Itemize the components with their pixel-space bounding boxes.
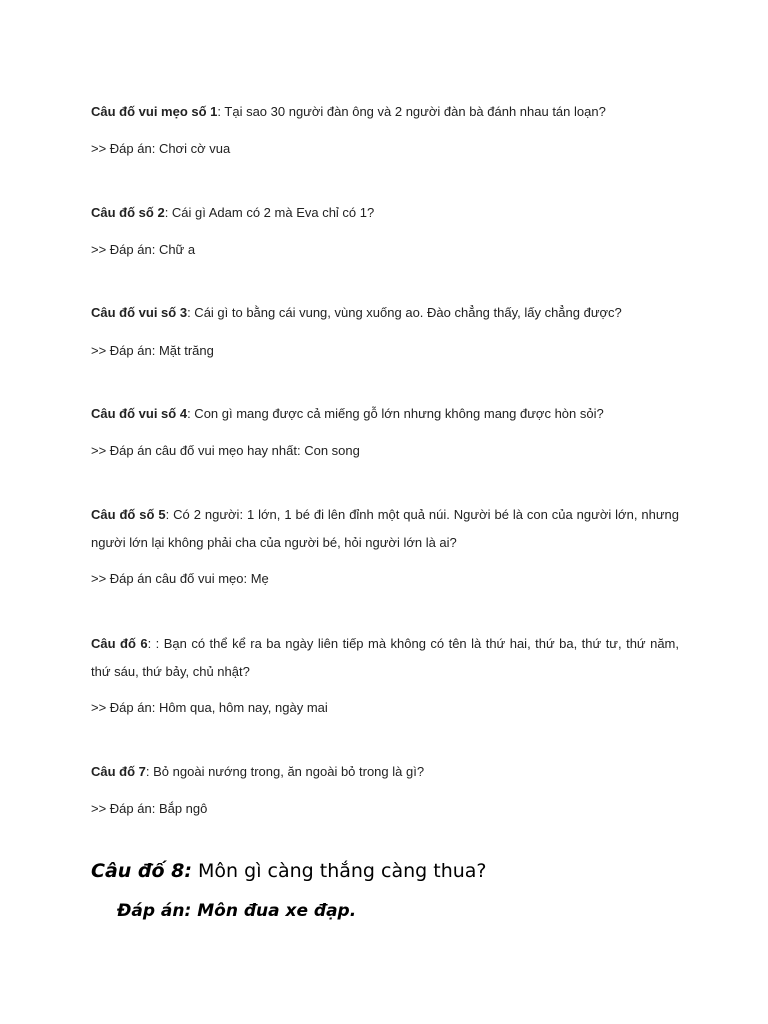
riddle-question-text: : Cái gì to bằng cái vung, vùng xuống ao. Đào chẳng thấy, lấy chẳng được? [187,305,622,320]
riddle-answer: >> Đáp án: Mặt trăng [91,343,214,358]
riddle-6 [91,630,679,715]
riddle-8-question [91,860,487,882]
riddle-question-text: : Cái gì Adam có 2 mà Eva chỉ có 1? [164,205,375,220]
riddle-4 [91,400,679,458]
riddle-question [91,98,679,126]
riddle-question-text: : Bỏ ngoài nướng trong, ăn ngoài bỏ trong là gì? [145,764,425,779]
riddle-label: Câu đố vui số 3 [91,305,188,320]
riddle-question [91,630,679,686]
riddle-1 [91,98,679,156]
riddle-label: Câu đố 7 [91,764,146,779]
riddle-label: Câu đố vui mẹo số 1 [91,104,218,119]
riddle-8-label: Câu đố 8: [91,860,192,882]
riddle-8-answer: Đáp án: Môn đua xe đạp. [117,901,357,921]
riddle-label: Câu đố vui số 4 [91,406,188,421]
riddle-question [91,299,679,327]
riddle-question [91,501,679,557]
riddle-2 [91,199,679,257]
riddle-answer: >> Đáp án: Bắp ngô [91,801,208,816]
riddle-answer: >> Đáp án câu đố vui mẹo hay nhất: Con song [91,443,360,458]
riddle-8-question-text: Môn gì càng thắng càng thua? [192,860,487,882]
riddle-answer: >> Đáp án: Hôm qua, hôm nay, ngày mai [91,700,328,715]
riddle-answer: >> Đáp án: Chữ a [91,242,196,257]
riddle-question-text: : Có 2 người: 1 lớn, 1 bé đi lên đỉnh một quả núi. Người bé là con của người lớn, nhưng người lớn lại không phải cha của người bé, hỏi người lớn là ai? [91,507,679,550]
riddle-question [91,400,679,428]
riddle-question-text: : : Bạn có thể kể ra ba ngày liên tiếp mà không có tên là thứ hai, thứ ba, thứ tư, thứ năm, thứ sáu, thứ bảy, chủ nhật? [91,636,679,679]
riddle-5 [91,501,679,586]
riddle-answer: >> Đáp án: Chơi cờ vua [91,141,231,156]
riddle-question [91,199,679,227]
riddle-7 [91,758,679,816]
riddle-answer: >> Đáp án câu đố vui mẹo: Mẹ [91,571,269,586]
riddle-question-text: : Con gì mang được cả miếng gỗ lớn nhưng không mang được hòn sỏi? [187,406,604,421]
riddle-3 [91,299,679,358]
riddle-label: Câu đố 6 [91,636,148,651]
riddle-label: Câu đố số 2 [91,205,165,220]
riddle-question-text: : Tại sao 30 người đàn ông và 2 người đàn bà đánh nhau tán loạn? [217,104,606,119]
riddle-label: Câu đố số 5 [91,507,166,522]
riddle-question [91,758,679,786]
